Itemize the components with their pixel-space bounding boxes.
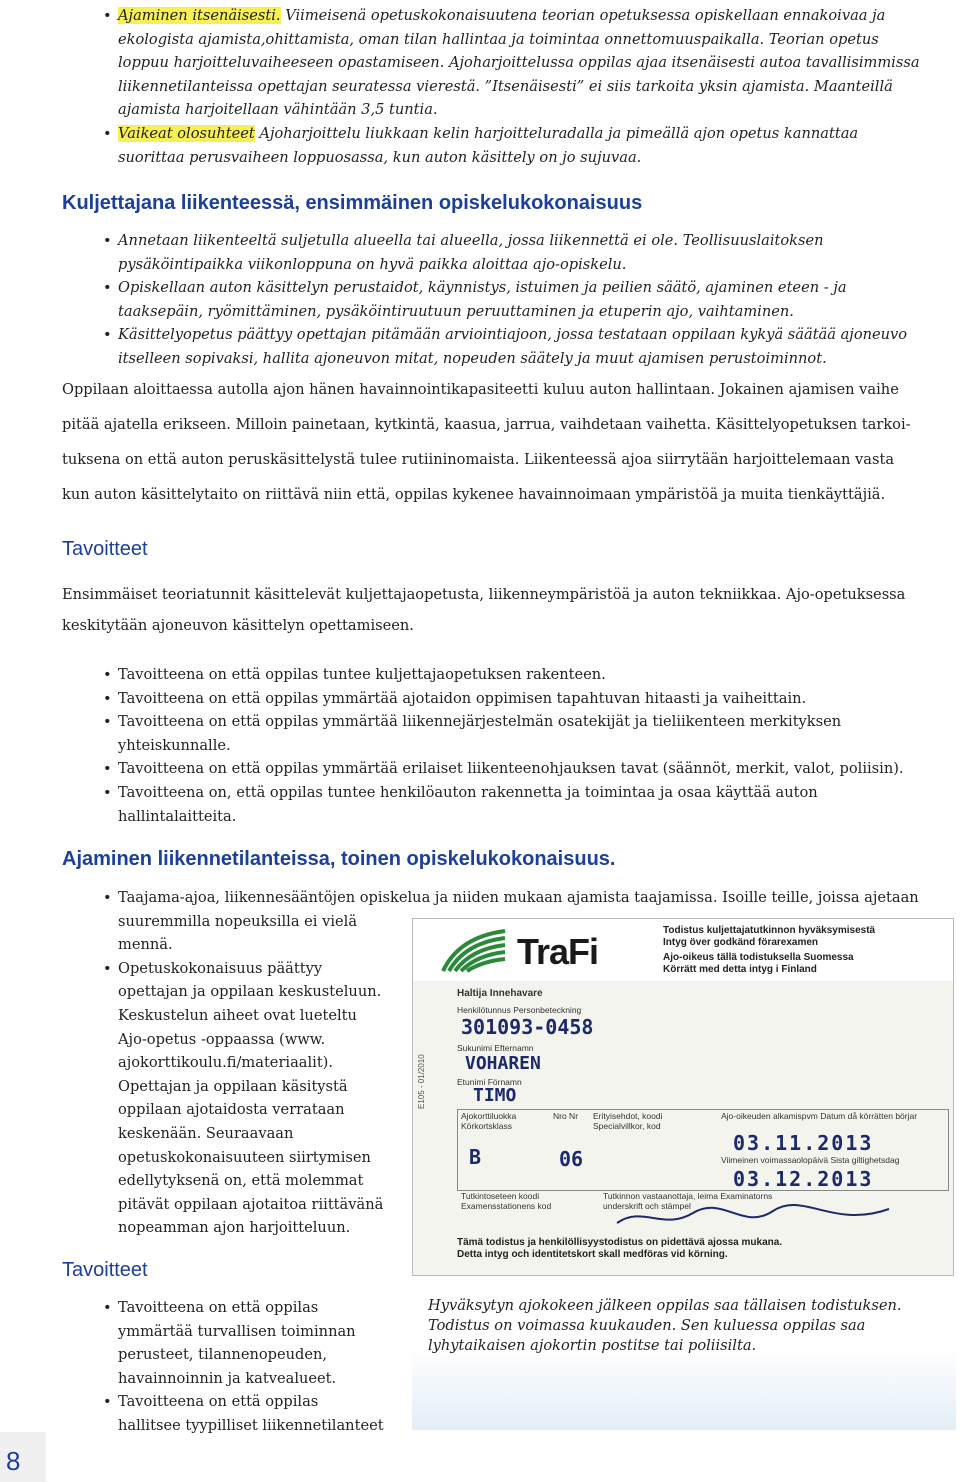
certificate-caption: Hyväksytyn ajokokeen jälkeen oppilas saa tällaisen todistuksen. Todistus on voimassa kuukauden. Sen kuluessa oppilas saa lyhytaikaisen ajokortin postitse tai poliisilta. [428,1297,902,1354]
list-item: • Tavoitteena on että oppilas ymmärtää ajotaidon oppimisen tapahtuvan hitaasti ja vaiheittain. [100,687,950,711]
trafi-logo-icon [439,927,509,973]
list-item: • Tavoitteena on että oppilas tuntee kuljettajaopetuksen rakenteen. [100,663,950,687]
form-code: E105 - 01/2010 [417,1054,426,1109]
highlight-vaikeat: Vaikeat olosuhteet [118,124,255,142]
list-item: • Ajaminen itsenäisesti. Viimeisenä opetuskokonaisuutena teorian opetuksessa opiskellaan ennakoivaa ja ekologista ajamista,ohittamista, oman tilan hallintaa ja toimintaa onnettomuuspaikalla. Teorian opetus loppuu harjoitteluvaiheeseen opastamiseen. Ajoharjoittelussa oppilas ajaa itsenäisesti autoa tavallisimmissa liikennetilanteissa opettajan seuratessa vierestä. ”Itsenäisesti” ei siis tarkoita yksin ajamista. Maanteillä ajamista harjoitellaan vähintään 3,5 tuntia. [100,4,950,122]
surname-value: VOHAREN [465,1053,541,1074]
special-label: Erityisehdot, koodi Specialvillkor, kod [593,1111,663,1131]
section-heading-ajaminen-liikennetilanteissa: Ajaminen liikennetilanteissa, toinen opiskelukokonaisuus. [62,848,616,870]
end-value: 03.12.2013 [733,1167,874,1191]
highlight-ajaminen: Ajaminen itsenäisesti. [118,7,281,24]
list-item: • Vaikeat olosuhteet Ajoharjoittelu liukkaan kelin harjoitteluradalla ja pimeällä ajon opetus kannattaa suorittaa perusvaiheen loppuosassa, kun auton käsittely on jo sujuvaa. [100,122,950,169]
tavoitteet2-bullet-list [100,1296,400,1438]
certificate-footer: Tämä todistus ja henkilöllisyystodistus on pidettävä ajossa mukana. Detta intyg och identitetskort skall medföras vid körning. [457,1237,783,1260]
list-item: • Tavoitteena on että oppilas ymmärtää liikennejärjestelmän osatekijät ja tieliikenteen merkityksen yhteiskunnalle. [100,710,950,757]
list-item: • Käsittelyopetus päättyy opettajan pitämään arviointiajoon, jossa testataan oppilaan kykyä säätää ajoneuvo itselleen sopivaksi, hallita ajoneuvon mitat, nopeuden säätely ja muut ajamisen perustoiminnot. [100,323,950,370]
list-item: • Annetaan liikenteeltä suljetulla alueella tai alueella, jossa liikennettä ei ole. Teollisuuslaitoksen pysäköintipaikka viikonloppuna on hyvä paikka aloittaa ajo-opiskelu. [100,229,950,276]
driving-test-certificate-image [412,918,954,1276]
tavoitteet1-paragraph: Ensimmäiset teoriatunnit käsittelevät kuljettajaopetusta, liikenneympäristöä ja auton tekniikkaa. Ajo-opetuksessa keskitytään ajoneuvon käsittelyn opettamiseen. [62,586,906,634]
section-heading-kuljettajana: Kuljettajana liikenteessä, ensimmäinen opiskelukokonaisuus [62,192,643,214]
sign-label: Tutkinnon vastaanottaja, leima Examinatorns underskrift och stämpel [603,1191,773,1211]
page-number: 8 [6,1446,21,1476]
list-item: • Tavoitteena on, että oppilas tuntee henkilöauton rakennetta ja toimintaa ja osaa käyttää auton hallintalaitteita. [100,781,950,828]
firstname-value: TIMO [473,1085,517,1106]
start-value: 03.11.2013 [733,1131,874,1155]
list-item: • Opiskellaan auton käsittelyn perustaidot, käynnistys, istuimen ja peilien säätö, ajaminen eteen - ja taaksepäin, ryömittäminen, pysäköintiruutuun peruuttaminen ja etuperin ajo, vaihtaminen. [100,276,950,323]
firstname-label: Etunimi Förnamn [457,1077,522,1087]
holder-label: Haltija Innehavare [457,988,543,999]
trafi-logo-text: TraFi [517,931,599,972]
tavoitteet1-bullet-list [100,663,950,828]
certificate-title: Todistus kuljettajatutkinnon hyväksymisestä Intyg över godkänd förarexamen Ajo-oikeus tällä todistuksella Suomessa Körrätt med detta intyg i Finland [663,925,876,975]
subheading-tavoitteet-2: Tavoitteet [62,1259,148,1281]
exam-label: Tutkintoseteen koodi Examensstationens kod [461,1191,552,1211]
section1-paragraph: Oppilaan aloittaessa autolla ajon hänen havainnointikapasiteetti kuluu auton hallintaan. Jokainen ajamisen vaihe pitää ajatella erikseen. Milloin painetaan, kytkintä, kaasua, jarrua, vaihdetaan vaihetta. Käsittelyopetuksen tarkoi- tuksena on että auton peruskäsittelystä tulee rutiininomaista. Liikenteessä ajoa siirrytään harjoittelemaan vasta kun auton käsittelytaito on riittävä niin että, oppilas kykenee havainnoimaan ympäristöä ja muita tienkäyttäjiä. [62,381,911,503]
list-item: • Tavoitteena on että oppilas ymmärtää erilaiset liikenteenohjauksen tavat (säännöt, merkit, valot, poliisin). [100,757,950,781]
id-value: 301093-0458 [461,1015,594,1039]
list-item: • Tavoitteena on että oppilas hallitsee tyypilliset liikennetilanteet [100,1390,400,1437]
class-label: Ajokorttiluokka Körkortsklass [461,1111,517,1131]
id-label: Henkilötunnus Personbeteckning [457,1005,582,1015]
top-bullet-list [100,4,950,169]
list-item: • Opetuskokonaisuus päättyy opettajan ja oppilaan keskusteluun. Keskustelun aiheet ovat lueteltu Ajo-opetus -oppaassa (www. ajokorttikoulu.fi/materiaalit). Opettajan ja oppilaan käsitystä oppilaan ajotaidosta verrataan keskenään. Seuraavaan opetuskokonaisuuteen siirtymisen edellytyksenä on, että molemmat pitävät oppilaan ajotaitoa riittävänä nopeamman ajon harjoitteluun. [100,957,960,1240]
signature-scribble-icon [613,1201,893,1235]
subheading-tavoitteet-1: Tavoitteet [62,538,148,560]
nro-value: 06 [559,1147,584,1171]
section1-bullet-list [100,229,950,371]
list-item: • Taajama-ajoa, liikennesääntöjen opiskelua ja niiden mukaan ajamista taajamissa. Isoille teille, joissa ajetaan suuremmilla nopeuksilla ei vielä mennä. [100,886,960,957]
list-item: • Tavoitteena on että oppilas ymmärtää turvallisen toiminnan perusteet, tilannenopeuden, havainnoinnin ja katvealueet. [100,1296,400,1390]
end-label: Viimeinen voimassaolopäivä Sista giltighetsdag [721,1155,900,1165]
start-label: Ajo-oikeuden alkamispvm Datum då körrätten börjar [721,1111,918,1121]
nro-label: Nro Nr [553,1111,579,1121]
class-value: B [469,1145,482,1169]
surname-label: Sukunimi Efternamn [457,1043,534,1053]
